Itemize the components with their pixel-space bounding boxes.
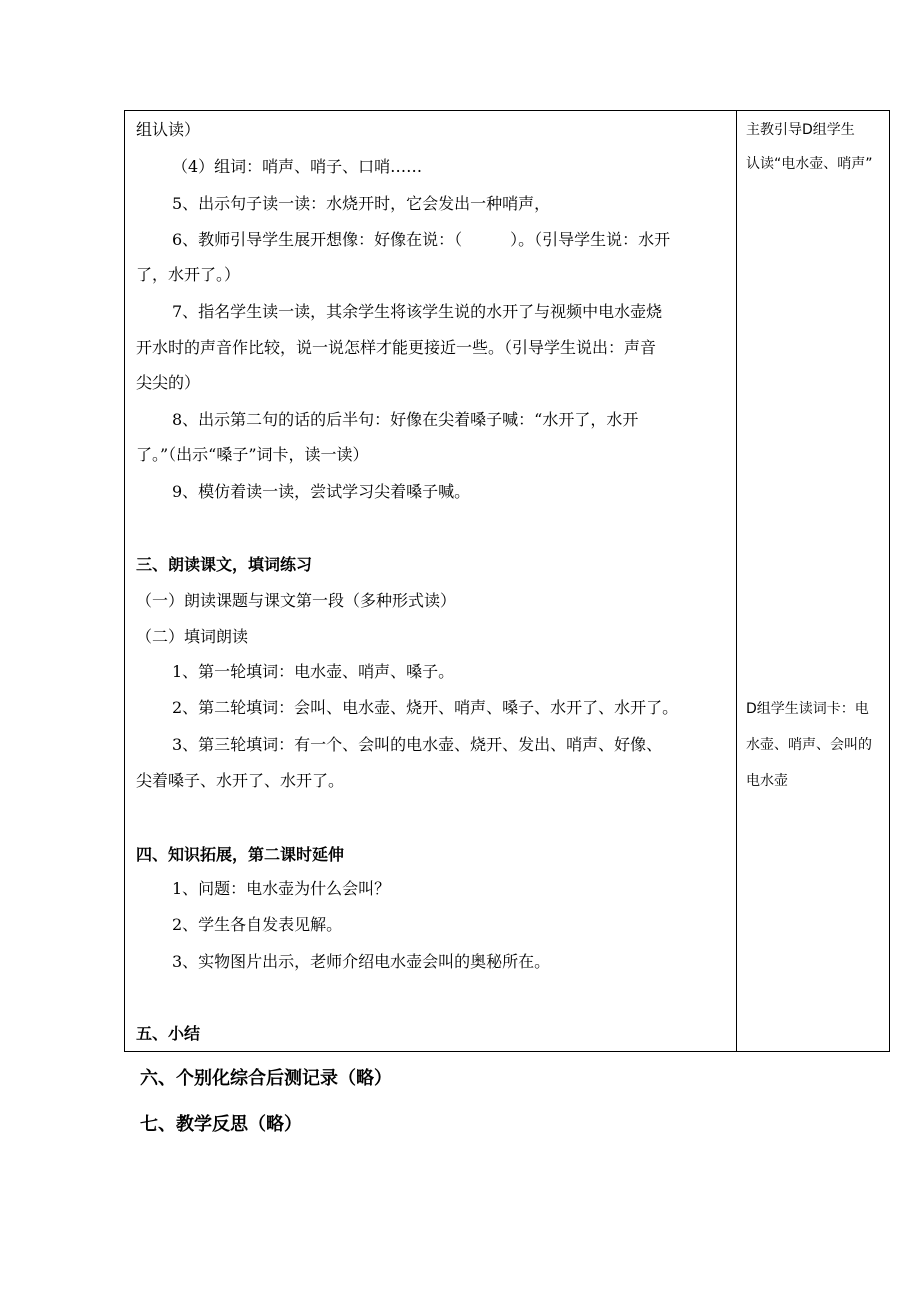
- text-line: 开水时的声音作比较，说一说怎样才能更接近一些。（引导学生说出：声音: [136, 338, 657, 357]
- text-line: 尖尖的）: [136, 373, 201, 392]
- text-line: 3、第三轮填词：有一个、会叫的电水壶、烧开、发出、哨声、好像、: [172, 735, 663, 754]
- text-line: （二）填词朗读: [136, 627, 249, 646]
- note-line: D组学生读词卡：电: [746, 701, 869, 717]
- section-heading-7: 七、教学反思（略）: [140, 1114, 302, 1135]
- column-divider: [736, 110, 737, 1052]
- section-heading: 三、朗读课文，填词练习: [136, 555, 313, 574]
- text-line: 尖着嗓子、水开了、水开了。: [136, 771, 345, 790]
- section-heading: 五、小结: [136, 1024, 201, 1043]
- text-line: 7、指名学生读一读，其余学生将该学生说的水开了与视频中电水壶烧: [172, 302, 663, 321]
- text-line: 1、第一轮填词：电水壶、哨声、嗓子。: [172, 662, 455, 681]
- note-line: 电水壶: [746, 773, 788, 789]
- note-line: 主教引导D组学生: [746, 122, 855, 138]
- note-line: 水壶、哨声、会叫的: [746, 737, 872, 753]
- section-heading-6: 六、个别化综合后测记录（略）: [140, 1068, 392, 1089]
- text-line: 2、第二轮填词：会叫、电水壶、烧开、哨声、嗓子、水开了、水开了。: [172, 698, 679, 717]
- note-line: 认读“电水壶、哨声”: [746, 156, 873, 172]
- text-line: 1、问题：电水壶为什么会叫？: [172, 879, 391, 898]
- text-line: 组认读）: [136, 120, 201, 139]
- text-line: 了，水开了。）: [136, 265, 241, 284]
- text-line: 9、模仿着读一读，尝试学习尖着嗓子喊。: [172, 482, 471, 501]
- text-line: （一）朗读课题与课文第一段（多种形式读）: [136, 591, 457, 610]
- text-line: （4）组词：哨声、哨子、口哨……: [172, 157, 423, 176]
- text-line: 了。”（出示“嗓子”词卡，读一读）: [136, 445, 369, 464]
- lesson-table: [124, 110, 890, 1052]
- text-line: 3、实物图片出示，老师介绍电水壶会叫的奥秘所在。: [172, 952, 551, 971]
- text-line: 8、出示第二句的话的后半句：好像在尖着嗓子喊：“水开了，水开: [172, 410, 639, 429]
- text-line: 2、学生各自发表见解。: [172, 915, 343, 934]
- text-line: 6、教师引导学生展开想像：好像在说：（ ）。（引导学生说：水开: [172, 230, 671, 249]
- section-heading: 四、知识拓展，第二课时延伸: [136, 845, 345, 864]
- text-line: 5、出示句子读一读：水烧开时，它会发出一种哨声，: [172, 194, 551, 213]
